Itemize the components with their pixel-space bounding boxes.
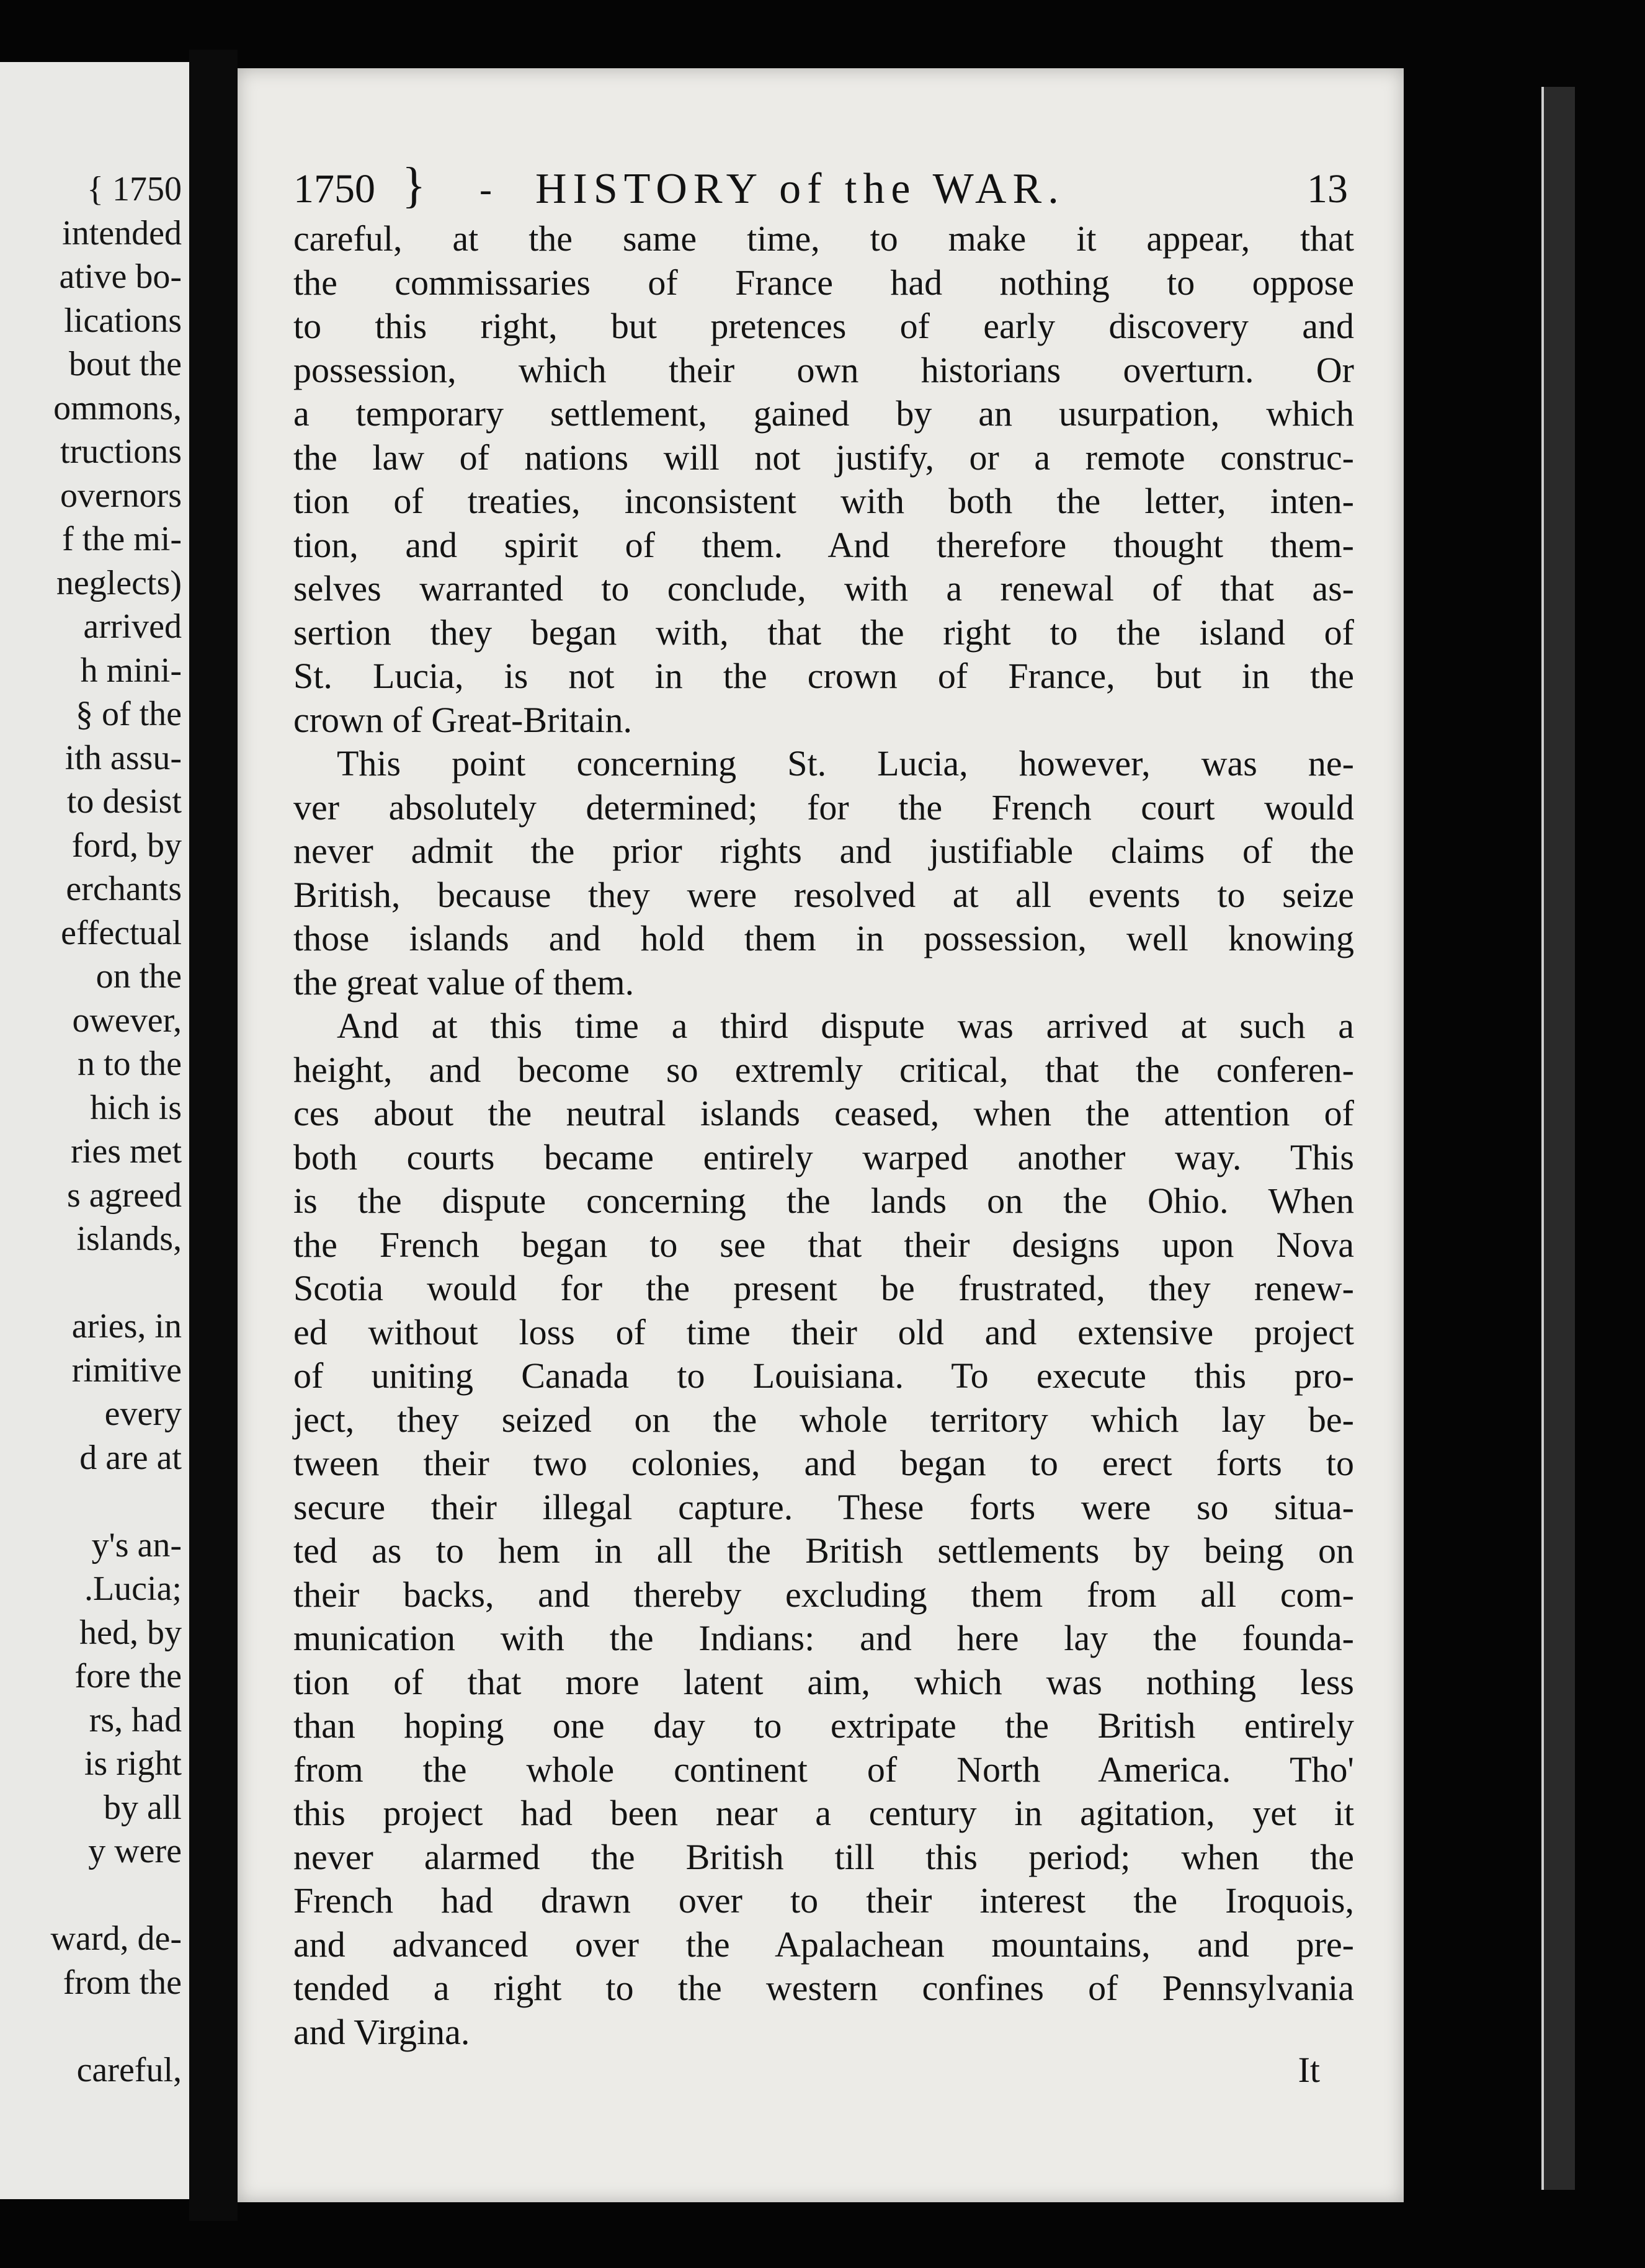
left-page-line: ith assu- xyxy=(65,738,182,777)
left-page-line: y were xyxy=(88,1832,182,1870)
left-page-line: d are at xyxy=(79,1438,182,1477)
text-line: the law of nations will not justify, or a remote construc- xyxy=(293,437,1354,478)
left-page-line: on the xyxy=(96,957,182,996)
header-dash: - xyxy=(479,169,492,210)
text-line: height, and become so extremly critical, that the conferen- xyxy=(293,1049,1354,1090)
left-page-line: ward, de- xyxy=(50,1919,182,1958)
text-line: tended a right to the western confines of Pennsylvania xyxy=(293,1968,1354,2008)
page-number: 13 xyxy=(1307,166,1348,212)
text-line: is the dispute concerning the lands on the Ohio. When xyxy=(293,1181,1354,1221)
text-line: tion of that more latent aim, which was nothing less xyxy=(293,1661,1354,1702)
left-page-line: owever, xyxy=(72,1001,182,1040)
left-page-line: intended xyxy=(62,213,182,252)
text-line: a temporary settlement, gained by an usurpation, which xyxy=(293,393,1354,434)
body-text xyxy=(293,217,1354,2054)
left-page-line: { 1750 xyxy=(87,170,182,208)
left-page-line: s agreed xyxy=(66,1176,182,1215)
left-page-line: hich is xyxy=(90,1088,182,1127)
left-page-line: careful, xyxy=(76,2050,182,2089)
text-line: from the whole continent of North America. Tho' xyxy=(293,1749,1354,1790)
text-line: secure their illegal capture. These forts were so situa- xyxy=(293,1486,1354,1527)
left-page-line: rs, had xyxy=(89,1700,182,1739)
text-line: of uniting Canada to Louisiana. To execute this pro- xyxy=(293,1355,1354,1396)
text-line: never admit the prior rights and justifiable claims of the xyxy=(293,831,1354,871)
right-page xyxy=(238,68,1404,2202)
text-line: British, because they were resolved at all events to seize xyxy=(293,874,1354,915)
text-line: the commissaries of France had nothing to oppose xyxy=(293,262,1354,303)
text-line: ver absolutely determined; for the French court would xyxy=(293,787,1354,828)
text-line: those islands and hold them in possession, well knowing xyxy=(293,918,1354,958)
text-line: St. Lucia, is not in the crown of France, but in the xyxy=(293,656,1354,696)
left-page-line: bout the xyxy=(69,345,182,383)
left-page-line: arrived xyxy=(83,607,182,646)
left-page-line: aries, in xyxy=(71,1307,182,1346)
text-line: tion, and spirit of them. And therefore thought them- xyxy=(293,524,1354,565)
left-page-line: f the mi- xyxy=(62,520,182,558)
left-page-line: h mini- xyxy=(80,651,182,690)
left-page-line: n to the xyxy=(78,1045,182,1083)
text-line: their backs, and thereby excluding them from all com- xyxy=(293,1574,1354,1615)
left-page-line: overnors xyxy=(60,476,182,515)
left-page-line: every xyxy=(104,1395,182,1433)
catchword: It xyxy=(1298,2050,1320,2090)
header-brace: } xyxy=(402,158,426,213)
header-title: HISTORY of the WAR. xyxy=(535,165,1065,213)
text-line: both courts became entirely warped another way. This xyxy=(293,1136,1354,1177)
text-line: tween their two colonies, and began to erect forts to xyxy=(293,1443,1354,1483)
left-page-line: ommons, xyxy=(53,388,182,427)
left-page-line: ries met xyxy=(71,1132,182,1171)
text-line: tion of treaties, inconsistent with both the letter, inten- xyxy=(293,481,1354,521)
left-page-line: neglects) xyxy=(56,563,182,602)
text-line: sertion they began with, that the right to the island of xyxy=(293,612,1354,653)
text-line: and Virgina. xyxy=(293,2011,470,2052)
text-line: the French began to see that their designs upon Nova xyxy=(293,1224,1354,1265)
text-line: And at this time a third dispute was arrived at such a xyxy=(337,1006,1354,1046)
text-line: to this right, but pretences of early discovery and xyxy=(293,306,1354,346)
left-page-line: § of the xyxy=(75,695,182,733)
left-page-line: y's an- xyxy=(91,1525,182,1565)
text-line: This point concerning St. Lucia, however, was ne- xyxy=(337,743,1354,784)
left-page-line: by all xyxy=(104,1788,182,1827)
text-line: never alarmed the British till this period; when the xyxy=(293,1836,1354,1877)
left-page-fragment xyxy=(0,62,189,2199)
text-line: possession, which their own historians overturn. Or xyxy=(293,349,1354,390)
left-page-line: lications xyxy=(64,301,182,340)
text-line: and advanced over the Apalachean mountains, and pre- xyxy=(293,1924,1354,1965)
text-line: the great value of them. xyxy=(293,962,635,1002)
text-line: than hoping one day to extripate the British entirely xyxy=(293,1705,1354,1746)
text-line: crown of Great-Britain. xyxy=(293,699,632,740)
text-line: ces about the neutral islands ceased, when the attention of xyxy=(293,1093,1354,1133)
next-page-edge xyxy=(1541,87,1575,2190)
text-line: ed without loss of time their old and extensive project xyxy=(293,1311,1354,1352)
left-page-line: effectual xyxy=(61,913,182,952)
left-page-line: rimitive xyxy=(71,1351,182,1390)
book-gutter xyxy=(189,50,238,2221)
text-line: ject, they seized on the whole territory which lay be- xyxy=(293,1399,1354,1440)
running-header xyxy=(293,158,1360,217)
left-page-line: tructions xyxy=(60,432,182,471)
left-page-line: islands, xyxy=(76,1220,182,1258)
text-line: Scotia would for the present be frustrated, they renew- xyxy=(293,1268,1354,1308)
left-page-line: ford, by xyxy=(71,826,182,865)
text-line: careful, at the same time, to make it appear, that xyxy=(293,218,1354,259)
left-page-line: ative bo- xyxy=(59,257,182,296)
text-line: French had drawn over to their interest the Iroquois, xyxy=(293,1880,1354,1921)
left-page-line: to desist xyxy=(66,782,182,821)
left-page-line: fore the xyxy=(74,1657,182,1695)
header-year: 1750 xyxy=(293,166,375,212)
left-page-line: erchants xyxy=(66,870,182,908)
text-line: selves warranted to conclude, with a renewal of that as- xyxy=(293,568,1354,609)
text-line: munication with the Indians: and here lay the founda- xyxy=(293,1618,1354,1658)
left-page-line: from the xyxy=(63,1963,182,2002)
left-page-line: .Lucia; xyxy=(84,1569,182,1608)
text-line: this project had been near a century in agitation, yet it xyxy=(293,1793,1354,1833)
left-page-line: hed, by xyxy=(79,1613,182,1652)
left-page-line: is right xyxy=(84,1744,182,1783)
text-line: ted as to hem in all the British settlements by being on xyxy=(293,1530,1354,1571)
